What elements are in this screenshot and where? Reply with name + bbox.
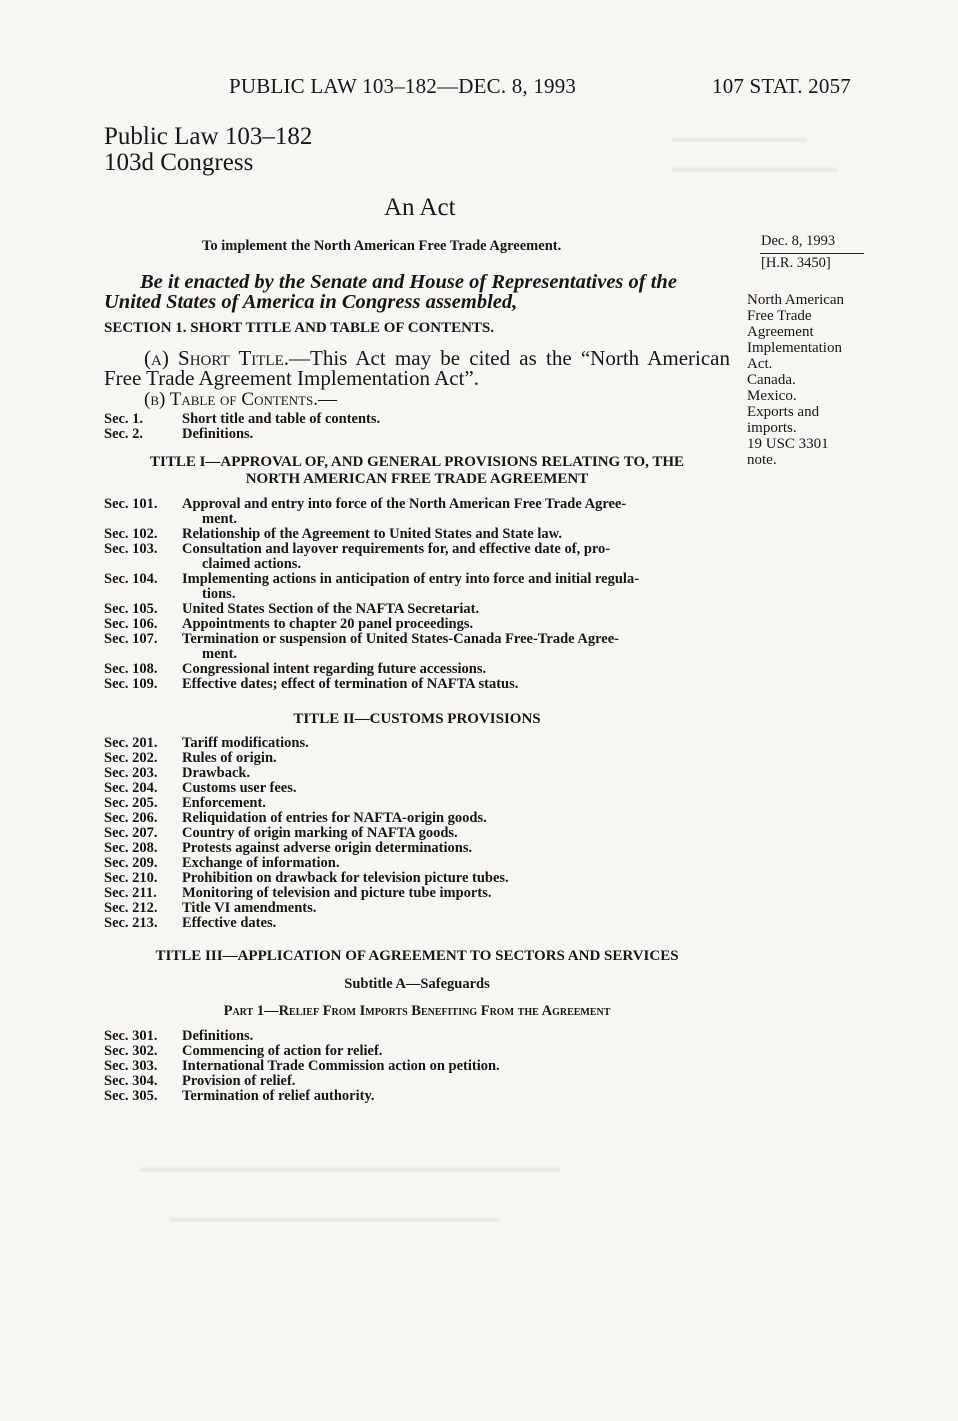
subtitle-a-heading: Subtitle A—Safeguards	[344, 976, 490, 992]
title-1-heading: TITLE I—APPROVAL OF, AND GENERAL PROVISIONS RELATING TO, THE NORTH AMERICAN FREE TRADE AGREEMENT	[149, 454, 685, 487]
margin-note-line: Canada.	[747, 372, 796, 388]
show-through-mark: ▬▬▬▬▬▬▬▬▬▬▬▬▬▬▬▬▬▬▬▬▬▬▬▬▬▬▬▬	[140, 1160, 560, 1176]
toc-entry: Sec. 212. Title VI amendments.	[104, 900, 317, 916]
margin-note-line: Mexico.	[747, 388, 797, 404]
margin-subject-notes	[747, 292, 844, 468]
margin-note-line: note.	[747, 452, 777, 468]
act-heading: An Act	[384, 194, 456, 221]
title-2-section-list	[104, 736, 730, 931]
toc-entry: Sec. 302. Commencing of action for relief.	[104, 1043, 383, 1059]
toc-entry: Sec. 203. Drawback.	[104, 765, 251, 781]
margin-date-box	[761, 232, 864, 273]
part-1-heading: Part 1—Relief From Imports Benefiting From the Agreement	[223, 1003, 611, 1019]
toc-entry: Sec. 208. Protests against adverse origin determinations.	[104, 840, 473, 856]
toc-entry: Sec. 202. Rules of origin.	[104, 750, 277, 766]
title-1-section-list	[104, 497, 730, 692]
act-purpose: To implement the North American Free Trade Agreement.	[202, 238, 562, 254]
toc-entry: Sec. 201. Tariff modifications.	[104, 735, 309, 751]
margin-note-line: Exports and	[747, 404, 820, 420]
margin-note-line: North American	[747, 292, 845, 308]
toc-entry: Sec. 305. Termination of relief authority.	[104, 1088, 375, 1104]
short-title-paragraph	[104, 348, 730, 388]
title-2-heading: TITLE II—CUSTOMS PROVISIONS	[293, 711, 541, 727]
toc-entry: Sec. 204. Customs user fees.	[104, 780, 297, 796]
toc-entry: Sec. 108. Congressional intent regarding future accessions.	[104, 661, 487, 677]
toc-entry: Sec. 102. Relationship of the Agreement to United States and State law.	[104, 526, 562, 542]
toc-entry: Sec. 104. Implementing actions in anticipation of entry into force and initial regula- tions.	[104, 571, 640, 602]
margin-note-line: Agreement	[747, 324, 814, 340]
running-head-left: PUBLIC LAW 103–182—DEC. 8, 1993	[229, 74, 577, 98]
title-3-heading: TITLE III—APPLICATION OF AGREEMENT TO SECTORS AND SERVICES	[155, 948, 679, 964]
margin-note-line: Implementation	[747, 340, 842, 356]
toc-entry: Sec. 210. Prohibition on drawback for television picture tubes.	[104, 870, 509, 886]
margin-note-line: Free Trade	[747, 308, 812, 324]
margin-note-line: 19 USC 3301	[747, 436, 829, 452]
toc-entry: Sec. 106. Appointments to chapter 20 panel proceedings.	[104, 616, 474, 632]
running-head-page-number: 107 STAT. 2057	[712, 74, 851, 98]
show-through-mark: ▬▬▬▬▬▬▬▬▬	[672, 130, 807, 146]
toc-entry: Sec. 303. International Trade Commission action on petition.	[104, 1058, 500, 1074]
toc-entry: Sec. 107. Termination or suspension of United States-Canada Free-Trade Agree- ment.	[104, 631, 620, 662]
toc-entry: Sec. 211. Monitoring of television and picture tube imports.	[104, 885, 492, 901]
toc-entry: Sec. 206. Reliquidation of entries for NAFTA-origin goods.	[104, 810, 487, 826]
congress-number: 103d Congress	[104, 149, 254, 176]
toc-entry: Sec. 205. Enforcement.	[104, 795, 266, 811]
toc-entry: Sec. 109. Effective dates; effect of termination of NAFTA status.	[104, 676, 519, 692]
toc-entry: Sec. 1. Short title and table of contents.	[104, 411, 381, 427]
table-of-contents-label: (b) Table of Contents.—	[144, 389, 338, 410]
show-through-mark: ▬▬▬▬▬▬▬▬▬▬▬	[672, 160, 837, 176]
toc-entry: Sec. 101. Approval and entry into force of the North American Free Trade Agree- ment.	[104, 496, 627, 527]
toc-entry: Sec. 2. Definitions.	[104, 426, 254, 442]
toc-entry: Sec. 207. Country of origin marking of NAFTA goods.	[104, 825, 458, 841]
toc-entry: Sec. 105. United States Section of the NAFTA Secretariat.	[104, 601, 480, 617]
show-through-mark: ▬▬▬▬▬▬▬▬▬▬▬▬▬▬▬▬▬▬▬▬▬▬	[170, 1210, 500, 1226]
toc-entry: Sec. 103. Consultation and layover requirements for, and effective date of, pro- claimed actions.	[104, 541, 611, 572]
toc-entry: Sec. 209. Exchange of information.	[104, 855, 340, 871]
bill-number: [H.R. 3450]	[761, 255, 831, 271]
enactment-date: Dec. 8, 1993	[761, 233, 836, 249]
enacting-clause: Be it enacted by the Senate and House of Representatives of the United States of America in Congress assembled,	[104, 271, 677, 313]
short-title-text: —This Act may be cited as the “North American Free Trade Agreement Implementation Act”.	[104, 346, 730, 390]
public-law-number: Public Law 103–182	[104, 123, 313, 150]
toc-entry: Sec. 213. Effective dates.	[104, 915, 277, 931]
margin-note-line: imports.	[747, 420, 797, 436]
toc-intro-list	[104, 412, 730, 442]
short-title-label: (a) Short Title.	[144, 346, 290, 370]
title-3-section-list	[104, 1029, 730, 1104]
section-1-heading: SECTION 1. SHORT TITLE AND TABLE OF CONTENTS.	[104, 320, 495, 336]
toc-entry: Sec. 304. Provision of relief.	[104, 1073, 296, 1089]
margin-note-line: Act.	[747, 356, 773, 372]
toc-entry: Sec. 301. Definitions.	[104, 1028, 254, 1044]
